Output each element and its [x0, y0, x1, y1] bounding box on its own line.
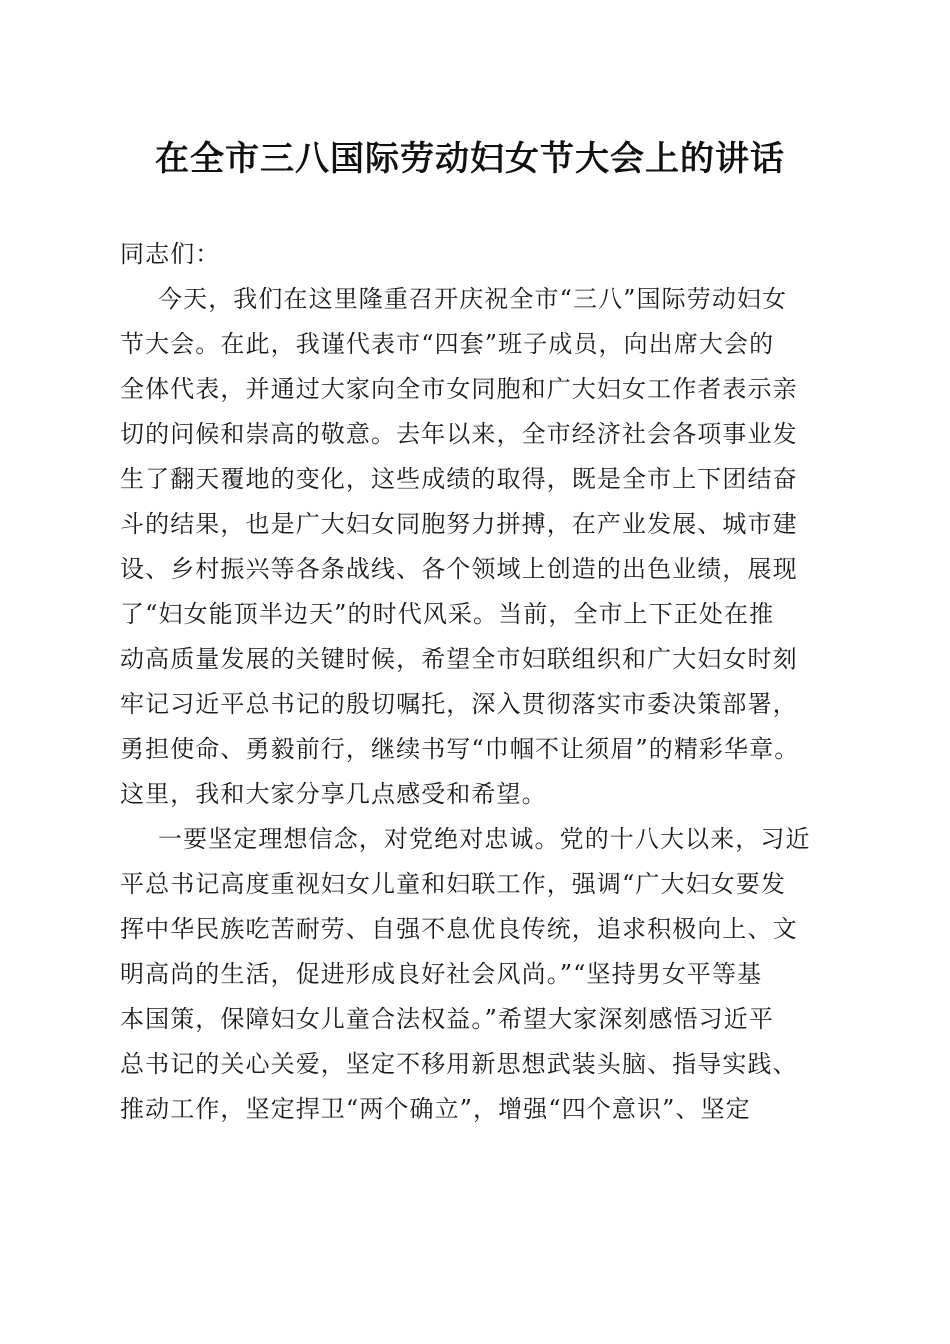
paragraph-1-line: 今天，我们在这里隆重召开庆祝全市“三八”国际劳动妇女: [158, 285, 788, 313]
paragraph-1-line: 全体代表，并通过大家向全市女同胞和广大妇女工作者表示亲: [120, 375, 798, 403]
paragraph-1-line: 节大会。在此，我谨代表市“四套”班子成员，向出席大会的: [120, 330, 775, 358]
paragraph-1-line: 牢记习近平总书记的殷切嘱托，深入贯彻落实市委决策部署，: [120, 690, 798, 718]
paragraph-1-line: 设、乡村振兴等各条战线、各个领域上创造的出色业绩，展现: [120, 555, 798, 583]
paragraph-2-line: 一要坚定理想信念，对党绝对忠诚。党的十八大以来，习近: [158, 825, 811, 853]
salutation: 同志们：: [120, 240, 221, 268]
document-body: [120, 232, 840, 1132]
paragraph-1-line: 了“妇女能顶半边天”的时代风采。当前，全市上下正处在推: [120, 600, 775, 628]
paragraph-2-line: 总书记的关心关爱，坚定不移用新思想武装头脑、指导实践、: [120, 1050, 798, 1078]
paragraph-1-line: 生了翻天覆地的变化，这些成绩的取得，既是全市上下团结奋: [120, 465, 798, 493]
paragraph-1-line: 斗的结果，也是广大妇女同胞努力拼搏，在产业发展、城市建: [120, 510, 798, 538]
paragraph-2-line: 推动工作，坚定捍卫“两个确立”，增强“四个意识”、坚定: [120, 1095, 751, 1123]
paragraph-2-line: 明高尚的生活，促进形成良好社会风尚。”“坚持男女平等基: [120, 960, 763, 988]
paragraph-2-line: 平总书记高度重视妇女儿童和妇联工作，强调“广大妇女要发: [120, 870, 786, 898]
paragraph-1-line: 动高质量发展的关键时候，希望全市妇联组织和广大妇女时刻: [120, 645, 798, 673]
paragraph-1-line: 勇担使命、勇毅前行，继续书写“巾帼不让须眉”的精彩华章。: [120, 735, 800, 763]
paragraph-1-line: 切的问候和崇高的敬意。去年以来，全市经济社会各项事业发: [120, 420, 798, 448]
paragraph-2-line: 本国策，保障妇女儿童合法权益。”希望大家深刻感悟习近平: [120, 1005, 774, 1033]
paragraph-1-line: 这里，我和大家分享几点感受和希望。: [120, 780, 547, 808]
paragraph-2-line: 挥中华民族吃苦耐劳、自强不息优良传统，追求积极向上、文: [120, 915, 798, 943]
document-title: 在全市三八国际劳动妇女节大会上的讲话: [155, 139, 785, 179]
